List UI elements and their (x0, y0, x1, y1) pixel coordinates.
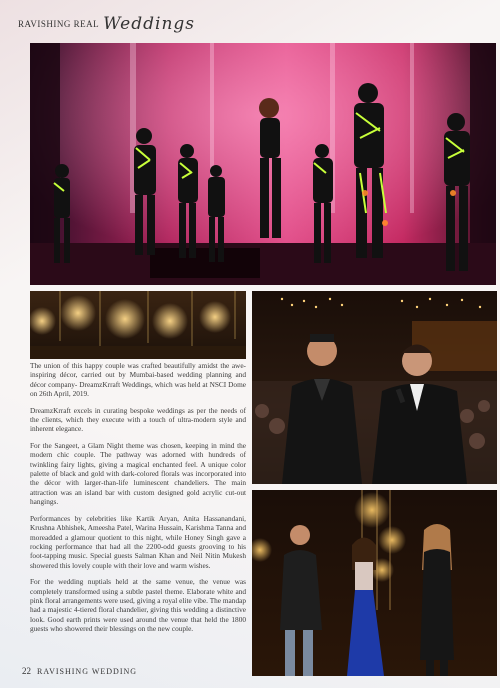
section-label: RAVISHING REAL (18, 19, 100, 29)
stage-performance-photo (30, 43, 496, 285)
section-script-title: Weddings (103, 14, 195, 34)
chandelier-decor-photo (30, 291, 246, 359)
magazine-title: RAVISHING WEDDING (37, 667, 138, 676)
performers-on-stage-photo (252, 490, 497, 676)
page-footer (22, 666, 137, 676)
magazine-header (18, 10, 195, 38)
page-number: 22 (22, 666, 31, 676)
article-paragraph: DreamzKrraft excels in curating bespoke weddings as per the needs of the clients, which they execute with a touch of ultra-modern style and inherent elegance. (30, 405, 246, 434)
article-paragraph: The union of this happy couple was crafted beautifully amidst the awe-inspiring décor, carried out by Mumbai-based wedding planning and décor company- DreamzKrraft Weddings, which was held at NSCI Dome on 26th April, 2019. (30, 361, 246, 399)
hosts-on-stage-photo (252, 291, 497, 484)
article-paragraph: Performances by celebrities like Kartik Aryan, Anita Hassanandani, Krushna Abhishek, Ameesha Patel, Warina Hussain, Karishma Tanna and moreadded a glamour quotient to this night, while Honey Singh gave a rocking performance that had all the 2200-odd guests grooving to his foot-tapping music. Special guests Salman Khan and Neil Nitin Mukesh showered this lovely couple with their love and warm wishes. (30, 513, 246, 570)
article-paragraph: For the wedding nuptials held at the same venue, the venue was completely transformed using a subtle pastel theme. Elaborate white and pink floral arrangements were used, giving a royal elite vibe. The mandap had a majestic 4-tiered floral chandelier, giving this wedding a distinctive look. Good earth prints were used around the venue that held the 1800 guests who showered their blessings on the new couple. (30, 577, 246, 634)
article-paragraph: For the Sangeet, a Glam Night theme was chosen, keeping in mind the modern chic couple. The pathway was adorned with hundreds of twinkling fairy lights, giving a magical enchanted feel. A unique color palette of black and gold with dark-colored florals was incorporated into the décor with larger-than-life luminescent chandeliers. The main attraction was an island bar with custom designed gold acrylic cut-out hangings. (30, 440, 246, 507)
article-body (30, 361, 246, 641)
